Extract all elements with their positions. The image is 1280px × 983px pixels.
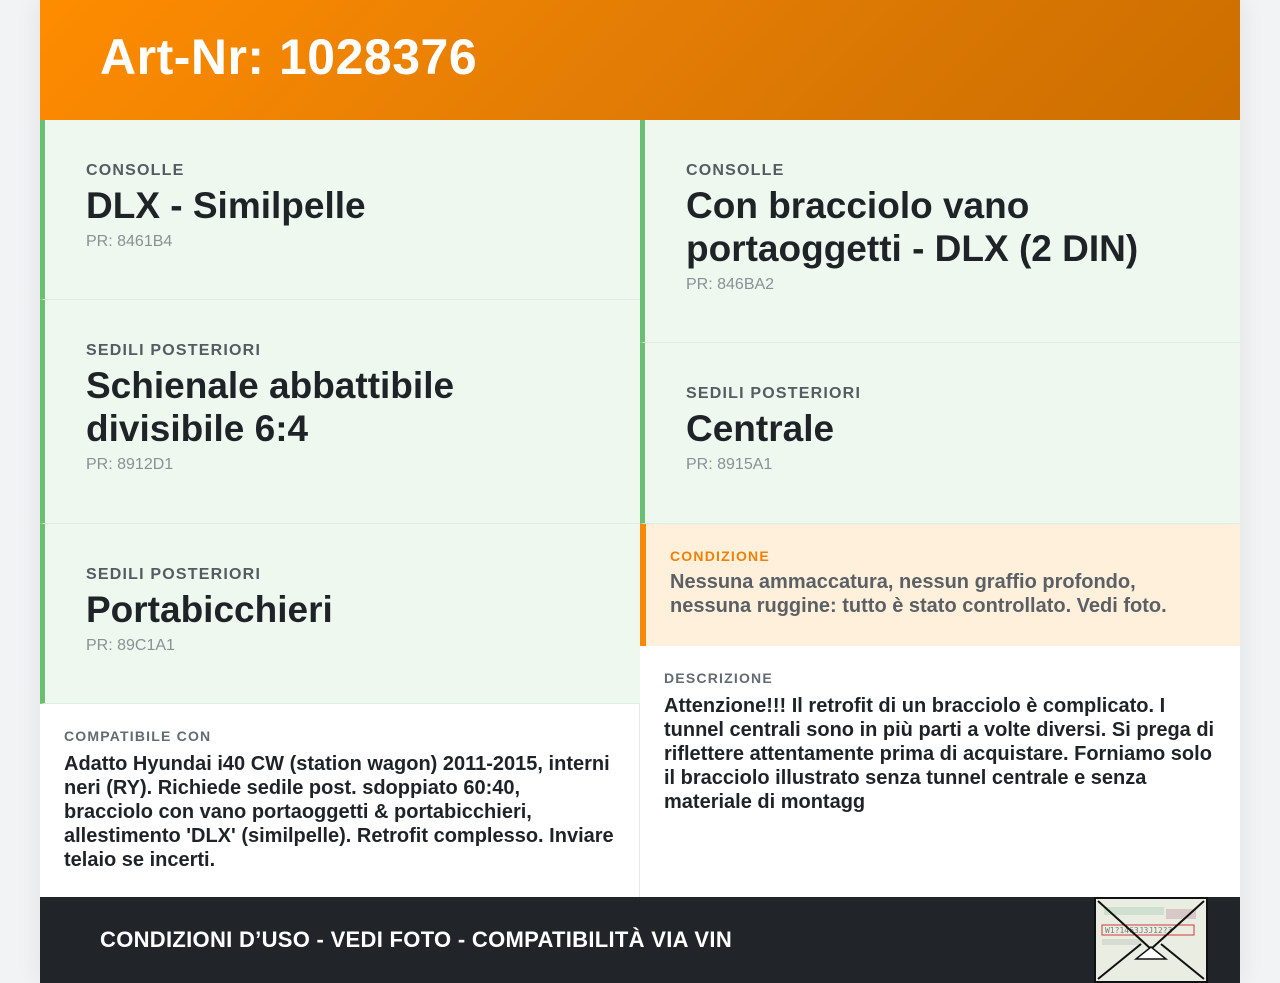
feature-card (640, 120, 1240, 343)
condition-text: Nessuna ammaccatura, nessun graffio profondo, nessuna ruggine: tutto è stato controllato. Vedi foto. (670, 571, 1167, 617)
feature-title: Con bracciolo vano portaoggetti - DLX (2 DIN) (686, 185, 1139, 269)
feature-card (40, 300, 640, 524)
feature-pr-code: PR: 8912D1 (86, 456, 174, 473)
feature-title: DLX - Similpelle (86, 185, 366, 226)
right-column (640, 120, 1240, 897)
description-section (664, 670, 1220, 814)
feature-category: SEDILI POSTERIORI (86, 342, 262, 359)
left-column (40, 120, 640, 897)
feature-pr-code: PR: 8461B4 (86, 233, 173, 250)
envelope-icon (1096, 899, 1206, 981)
footer-bar (40, 897, 1240, 983)
feature-pr-code: PR: 846BA2 (686, 276, 775, 293)
condition-notice (640, 524, 1240, 646)
feature-pr-code: PR: 89C1A1 (86, 637, 175, 654)
feature-category: CONSOLLE (686, 162, 785, 179)
feature-card (40, 120, 640, 300)
feature-category: SEDILI POSTERIORI (86, 566, 262, 583)
compatibility-section (64, 728, 614, 872)
description-label: DESCRIZIONE (664, 670, 773, 686)
feature-pr-code: PR: 8915A1 (686, 456, 773, 473)
article-header (40, 0, 1240, 120)
compatibility-text: Adatto Hyundai i40 CW (station wagon) 2011-2015, interni neri (RY). Richiede sedile post. sdoppiato 60:40, bracciolo con vano portaoggetti & portabicchieri, allestimento 'DLX' (similpelle). Retrofit complesso. Inviare telaio se incerti. (64, 753, 614, 871)
compatibility-label: COMPATIBILE CON (64, 728, 212, 744)
description-text: Attenzione!!! Il retrofit di un bracciolo è complicato. I tunnel centrali sono in più parti a volte diversi. Si prega di riflettere attentamente prima di acquistare. Forniamo solo il bracciolo illustrato senza tunnel centrale e senza materiale di montagg (664, 695, 1215, 813)
vin-thumbnail-text: W1?1463J3J12?3 (1105, 926, 1173, 935)
feature-title: Portabicchieri (86, 589, 333, 630)
feature-title: Schienale abbattibile divisibile 6:4 (86, 365, 455, 449)
feature-title: Centrale (686, 408, 835, 449)
condition-label: CONDIZIONE (670, 548, 770, 564)
feature-category: CONSOLLE (86, 162, 185, 179)
footer-terms-text: CONDIZIONI D’USO - VEDI FOTO - COMPATIBILITÀ VIA VIN (100, 927, 733, 952)
vin-document-thumbnail[interactable] (1094, 897, 1208, 983)
feature-card (40, 524, 640, 704)
product-card (40, 0, 1240, 983)
feature-card (640, 343, 1240, 524)
article-number-title: Art-Nr: 1028376 (100, 29, 478, 85)
feature-category: SEDILI POSTERIORI (686, 385, 862, 402)
